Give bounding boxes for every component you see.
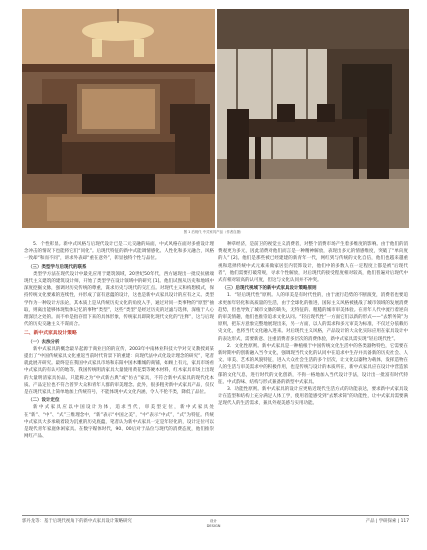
subsection-heading: （一）去浊分析 bbox=[28, 339, 60, 345]
subsection-heading: （三）类型学与后现代的联系 bbox=[28, 264, 87, 270]
footer-article-title: 郭丹龙等：基于后现代视角下的新中式家具设计策略研究 bbox=[22, 519, 132, 524]
paragraph: 种草经济，是前卫的视觉主义消费者，对整个消费市场产生着多维度的影响。由于他们的消费观更为多元，因此消费对他们而言是一种精神解放，表现出多元的情感维度，突破了“单向度的人” [2]。他们是那些被已经建建的新青年一代，网红到与传统的文化自信，他们也越来越重视和选择传统中式元素来做家居室内装饰设计，他们中的多数人在一定程度上都是被“后现代者”，他们需要打破常规，寻求个性解放，对后现代的接受程度相对较高，他们普遍对后现代中式有相对较高的认可度，但这与文化认同并不冲突。 bbox=[218, 242, 408, 284]
footer-divider bbox=[22, 515, 409, 516]
paragraph: 1．“轻后现代性”原则。人的审美是有时代性的，由于流行趋势的不断演变，消费者也要追求更加年轻化和高质量的生活，由于全球化的推进，国际主义风格被挑战了城市领域的发展消费趋势，但也导致了城市文脉的缺失，无特征的、粗糙的城市审美体验。在青年人代中流行着逆向的审美情趣，他们也推崇追求文化认同。“轻后现代性”一方面它们以新的形式——“去繁务简”为原则，把东方意象完整地展现出来，另一方面，以人的需求和多元审美为标准，不仅过分依赖历史文化，也将当代文化融入进来。对后现代主义风格，产品设计的大众化实际应用在家具设计中的表达形式，需要新意、注重消费者多层次的消费体验，新中式家具需实现“轻后现代性”。 bbox=[218, 293, 408, 342]
footer-section-mark bbox=[0, 519, 427, 528]
footer-section-cn: 设计 bbox=[209, 519, 218, 523]
living-room-illustration bbox=[22, 9, 215, 228]
subsection-heading: （二）设计定位 bbox=[28, 398, 60, 404]
subsection-heading: （三）后现代视域下的新中式家具设计策略原则 bbox=[222, 286, 317, 292]
right-text-column bbox=[218, 241, 408, 408]
dining-room-photo bbox=[217, 9, 409, 228]
section-heading: 二、新中式家具设计策略 bbox=[24, 331, 77, 337]
paragraph: 新中式家具的概念最早起源于商业目的的宣传，2003年中南林业科技大学对交叉教授刘某提出了“中国传统家具文化重返当前时代背景下的重建：向现代法中式化设计理念的研究”，笔者就此展开研究。最终是在我国中式家具市场和东阳中国木雕城的商铺，如顾上有元，家具市场看中式家具的有认可的地等，我国传统明清家具大量使用黄花梨等硬木材料，红木家具市场上出现的大量明清家具仿品。只能称之为“中式新古典”或“仿古”家具，不符合新中式家具的现代化本质。产品定位也不符合普罗大众和青年人群的审美理念。此外，很多粗劣新中式家具产品，仅仅是在现代家具上简单地加上传统符号，不能体现中式文化内涵，令人不伦不类，降低了品位。 bbox=[24, 346, 214, 396]
footer-section-en: DESIGN bbox=[206, 523, 221, 528]
paragraph: 2．文化性原则。新中式家具是一种植根于中国传统文化生活中的各类器物特色，它需要在新时期中的创新融入当今文化，强调现当代文化的认同中在追求中生存并具备新的历史社会、人文、审美、艺术的风貌特征，进入大众社会生活的多个层次，让文化以器物为载体，发挥造物在人的生活与审美需求中的积极作用，也是传统与设计的本质所在，新中式家具应在设计中营造浓郁的文化气息，进行时代的文化创新，不拘一格地加入当代设计手法，设计出一批富有时代特征、中式韵味、结构与形式兼备的新型中式家具。 bbox=[218, 343, 408, 385]
paragraph: 5．个性彰显。新中式风格与后现代设计已是二元交融的局面，中式风格在面对多重设计理念冲击的情况下也能将它们“同化”。后现代特征的新中式能调情感化、人性化和多元融合，风格一致却“和而不同”，讲求外表却“重在意外”，彰显独特个性与品位。 bbox=[24, 242, 214, 262]
living-room-photo bbox=[22, 9, 215, 228]
dining-room-illustration bbox=[217, 9, 409, 228]
left-text-column bbox=[24, 241, 214, 440]
figure-caption: 图 1 后现代 中式家具产品（作者自摄） bbox=[183, 230, 244, 234]
paragraph: 类型学方法在现代设计中最先应用于建筑领域，20世纪50年代，西方通现出一批反抗极端现代主义建筑的建筑设计师，开始了类型学在设计领域中的研究 [1]。他们试图从历史和地域中深度挖掘文脉，强调对历史传统的尊重，谋求历史与现代的交汇点。对现代主义和构想模式，保持传统文化要素的连续性，并形成了富有意蕴的设计，这也是新中式家具设计的应有之义。类型学作为一种设计方法论，其本质上是从传统历史文化的角度入手，通过对同一类事物的“原型”抽取，则离出能够体现集体记忆的事物“类型”，这些“类型”是经过历史的过滤与选择，深植于人心理深层之处的。而不单是指存留下来的具体形象，传统家具即简化现代文化的“注释”，这与后现代的历史交融主义不谋而合。 bbox=[24, 271, 214, 328]
footer-page-info: 产品 | 学研探索 | 117 bbox=[365, 519, 409, 524]
paragraph: 3．功能性原则。新中式家具的设计应更贴近现代生活方式的功能表达，要求新中式家具设计在造型和结构上充分满足人体工学，使用者能感受到“去繁求简”的功能性，让中式家具需要满足现代人的生活需求，兼具外观美感与实用功能。 bbox=[218, 387, 408, 407]
paragraph: 新中式家具应以中国设计为体，追求当代，审美型定位，新中式家具处在“新”、“中”、“式”三维理念中，“新”表示“中国之美”，“中”表示“中式”，“式”为特征。传统中式家具大多承载着较为沉重的历史底蕴，笔者认为新中式家具一定是年轻化的，设计定位可以是现代青年家庭休闲家具。在数字媒体时代，90、00后对于品位与现代的消费态度，他们推崇网红产品、 bbox=[24, 405, 214, 440]
